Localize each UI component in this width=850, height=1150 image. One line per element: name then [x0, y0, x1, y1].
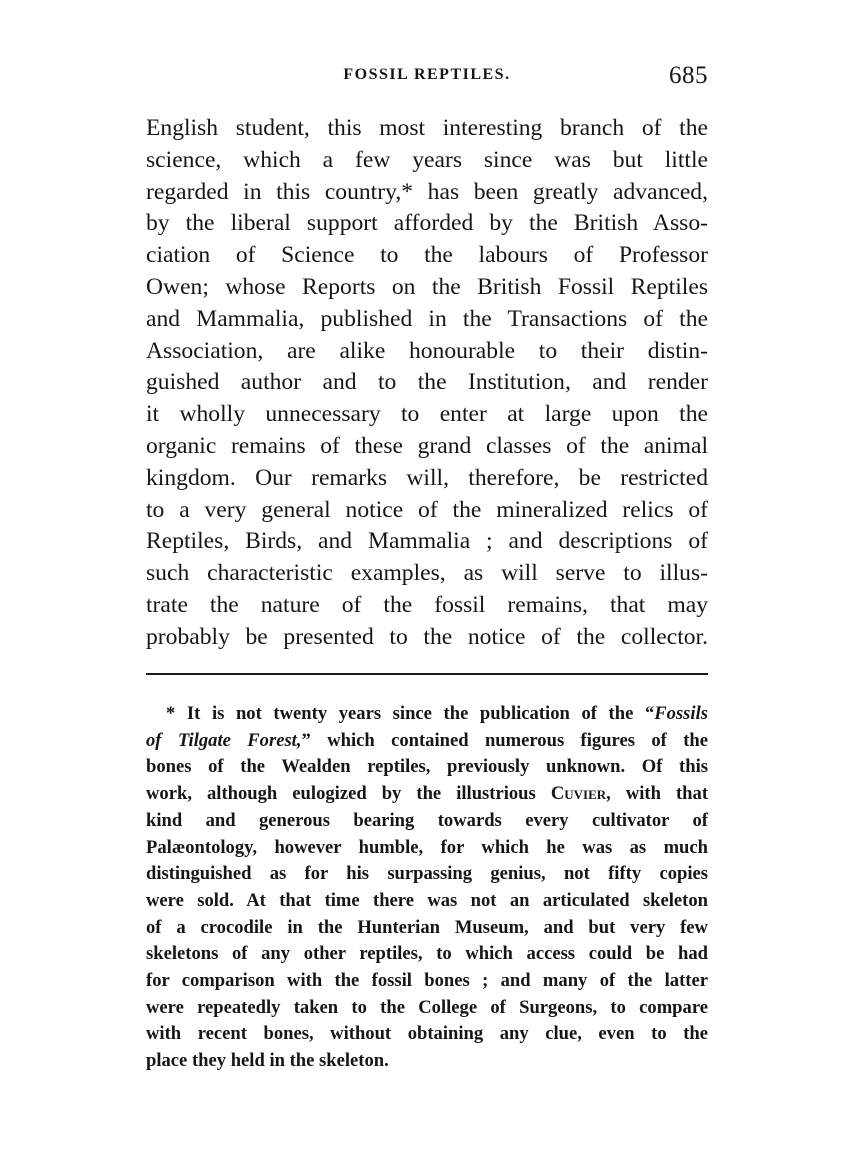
- page-number: 685: [669, 62, 708, 89]
- footnote-text: work, although eulogized by the illustrious: [146, 783, 551, 805]
- footnote-line: were repeatedly taken to the College of Surgeons, to compare: [146, 996, 708, 1018]
- text-line: and Mammalia, published in the Transactions of the: [146, 305, 708, 332]
- text-line: Association, are alike honourable to their distin-: [146, 337, 708, 364]
- footnote-line: skeletons of any other reptiles, to which access could be had: [146, 943, 708, 965]
- text-line: it wholly unnecessary to enter at large upon the: [146, 401, 708, 428]
- footnote-divider: [146, 673, 708, 675]
- footnote-line: for comparison with the fossil bones ; and many of the latter: [146, 970, 708, 992]
- text-line: by the liberal support afforded by the British Asso-: [146, 210, 708, 237]
- footnote-line: [146, 781, 708, 808]
- footnote-line: [146, 728, 708, 755]
- footnote-text: ” which contained numerous figures of the: [301, 729, 708, 751]
- text-line: Reptiles, Birds, and Mammalia ; and descriptions of: [146, 528, 708, 555]
- text-line: ciation of Science to the labours of Professor: [146, 242, 708, 269]
- footnote-line: with recent bones, without obtaining any clue, even to the: [146, 1023, 708, 1045]
- page-header: [146, 62, 708, 92]
- footnote-text: , with that: [606, 783, 709, 805]
- footnote-line: distinguished as for his surpassing genius, not fifty copies: [146, 863, 708, 885]
- footnote: [146, 701, 708, 1075]
- footnote-line: bones of the Wealden reptiles, previously unknown. Of this: [146, 756, 708, 778]
- running-head: FOSSIL REPTILES.: [343, 66, 511, 83]
- text-line: trate the nature of the fossil remains, that may: [146, 591, 708, 618]
- text-line: English student, this most interesting branch of the: [146, 115, 708, 141]
- main-paragraph: [146, 113, 708, 654]
- text-line: organic remains of these grand classes of the animal: [146, 432, 708, 459]
- text-line: probably be presented to the notice of the collector.: [146, 623, 708, 650]
- footnote-line: [146, 701, 708, 728]
- text-line: kingdom. Our remarks will, therefore, be restricted: [146, 464, 708, 491]
- footnote-line: place they held in the skeleton.: [146, 1050, 389, 1072]
- name-small-caps: Cuvier: [550, 783, 607, 805]
- book-title-italic: Fossils: [654, 703, 708, 724]
- footnote-line: kind and generous bearing towards every cultivator of: [146, 809, 708, 831]
- text-line: science, which a few years since was but little: [146, 146, 708, 173]
- footnote-line: were sold. At that time there was not an articulated skeleton: [146, 889, 708, 911]
- text-line: regarded in this country,* has been greatly advanced,: [146, 178, 708, 205]
- text-line: such characteristic examples, as will serve to illus-: [146, 560, 708, 587]
- book-title-italic: of Tilgate Forest,: [146, 729, 302, 751]
- text-line: to a very general notice of the mineralized relics of: [146, 496, 708, 523]
- text-line: Owen; whose Reports on the British Fossil Reptiles: [146, 273, 708, 300]
- footnote-text: * It is not twenty years since the publication of the “: [166, 703, 655, 724]
- text-line: guished author and to the Institution, and render: [146, 369, 708, 396]
- footnote-line: of a crocodile in the Hunterian Museum, and but very few: [146, 916, 708, 938]
- footnote-line: Palæontology, however humble, for which he was as much: [146, 836, 708, 858]
